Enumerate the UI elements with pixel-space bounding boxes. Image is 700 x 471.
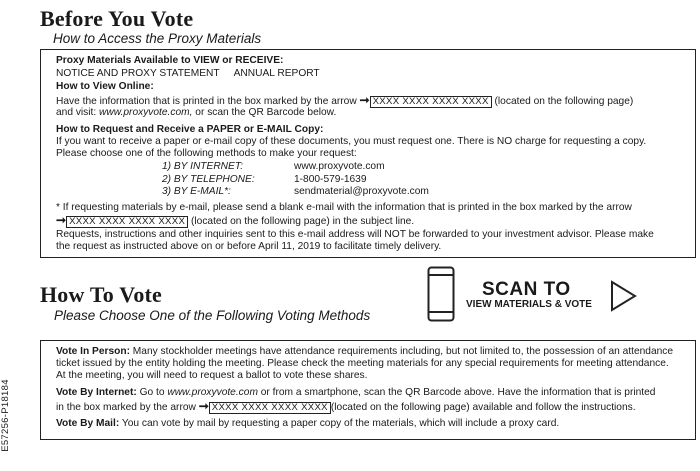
website-link[interactable]: www.proxyvote.com, [99, 107, 193, 118]
view-text-located: (located on the following page) [494, 96, 634, 107]
method-email [162, 186, 429, 199]
vote-mail-label: Vote By Mail: [56, 418, 120, 429]
forward-line-1: Requests, instructions and other inquiries sent to this e-mail address will NOT be forwarded to your investment advisor. Please make [56, 229, 654, 240]
vote-in-person-label: Vote In Person: [56, 346, 130, 357]
material-annual-report: ANNUAL REPORT [233, 68, 320, 79]
request-line-1: If you want to receive a paper or e-mail copy of these documents, you must request one. There is NO charge for requesting a copy. [56, 136, 647, 147]
method-internet [162, 161, 429, 174]
method-value[interactable]: 1-800-579-1639 [294, 173, 367, 185]
view-line-2 [56, 107, 336, 120]
request-heading: How to Request and Receive a PAPER or E-MAIL Copy: [56, 124, 324, 135]
vote-internet-text-3: in the box marked by the arrow [56, 402, 196, 413]
vote-in-person-text: Many stockholder meetings have attendance requirements including, but not limited to, the possession of an attendance [129, 346, 674, 357]
view-heading: How to View Online: [56, 81, 154, 92]
vote-mail-text: You can vote by mail by requesting a paper copy of the materials, which will include a proxy card. [119, 418, 560, 429]
arrow-right-icon: ➞ [359, 93, 370, 107]
view-text: Have the information that is printed in the box marked by the arrow [56, 96, 357, 107]
smartphone-icon [427, 266, 455, 322]
method-value[interactable]: www.proxyvote.com [294, 161, 385, 172]
vote-internet-text: Go to [136, 387, 168, 398]
material-notice: NOTICE AND PROXY STATEMENT [56, 68, 220, 79]
scan-subtitle: VIEW MATERIALS & VOTE [466, 299, 592, 310]
email-note-line-2 [56, 214, 414, 229]
document-code: E57256-P18184 [0, 379, 11, 452]
method-label: 2) BY TELEPHONE: [162, 173, 255, 185]
available-heading: Proxy Materials Available to VIEW or RECEIVE: [56, 55, 284, 66]
method-label: 3) BY E-MAIL*: [162, 186, 231, 197]
vote-in-person-line-3: At the meeting, you will need to request a ballot to vote these shares. [56, 370, 368, 381]
vote-internet-line-2 [56, 400, 636, 415]
control-number-box: XXXX XXXX XXXX XXXX [66, 216, 188, 228]
method-telephone [162, 174, 429, 187]
vote-internet-text-4: (located on the following page) available and follow the instructions. [330, 402, 636, 413]
control-number-box: XXXX XXXX XXXX XXXX [209, 402, 331, 414]
forward-line-2: the request as instructed above on or before April 11, 2019 to facilitate timely delivery. [56, 241, 442, 252]
vote-internet-label: Vote By Internet: [56, 387, 137, 398]
method-label: 1) BY INTERNET: [162, 161, 244, 172]
scan-title: SCAN TO [482, 279, 571, 300]
request-line-2: Please choose one of the following methods to make your request: [56, 148, 357, 159]
vote-mail-line [56, 418, 559, 431]
email-note-line-1: * If requesting materials by e-mail, please send a blank e-mail with the information that is printed in the box marked by the arrow [56, 202, 632, 213]
play-triangle-icon [610, 280, 638, 312]
vote-subtitle: Please Choose One of the Following Voting Methods [54, 308, 371, 323]
page-subtitle: How to Access the Proxy Materials [53, 31, 262, 46]
arrow-right-icon: ➞ [56, 213, 67, 227]
control-number-box: XXXX XXXX XXXX XXXX [370, 96, 492, 108]
view-text-scan: or scan the QR Barcode below. [192, 107, 337, 118]
vote-title: How To Vote [40, 282, 163, 307]
vote-in-person-line-1 [56, 346, 673, 359]
view-text-visit: and visit: [56, 107, 100, 118]
materials-line [56, 68, 320, 81]
vote-internet-line-1 [56, 387, 655, 400]
email-note-text: (located on the following page) in the subject line. [191, 216, 415, 227]
method-value[interactable]: sendmaterial@proxyvote.com [294, 186, 429, 197]
vote-internet-link[interactable]: www.proxyvote.com [167, 387, 258, 398]
vote-internet-text-2: or from a smartphone, scan the QR Barcode above. Have the information that is printed [257, 387, 656, 398]
request-methods [162, 161, 429, 199]
vote-in-person-line-2: ticket issued by the entity holding the meeting. Please check the meeting materials for any special requirements for meeting attendance. [56, 358, 669, 369]
page-title: Before You Vote [40, 6, 194, 31]
arrow-right-icon: ➞ [198, 399, 209, 413]
